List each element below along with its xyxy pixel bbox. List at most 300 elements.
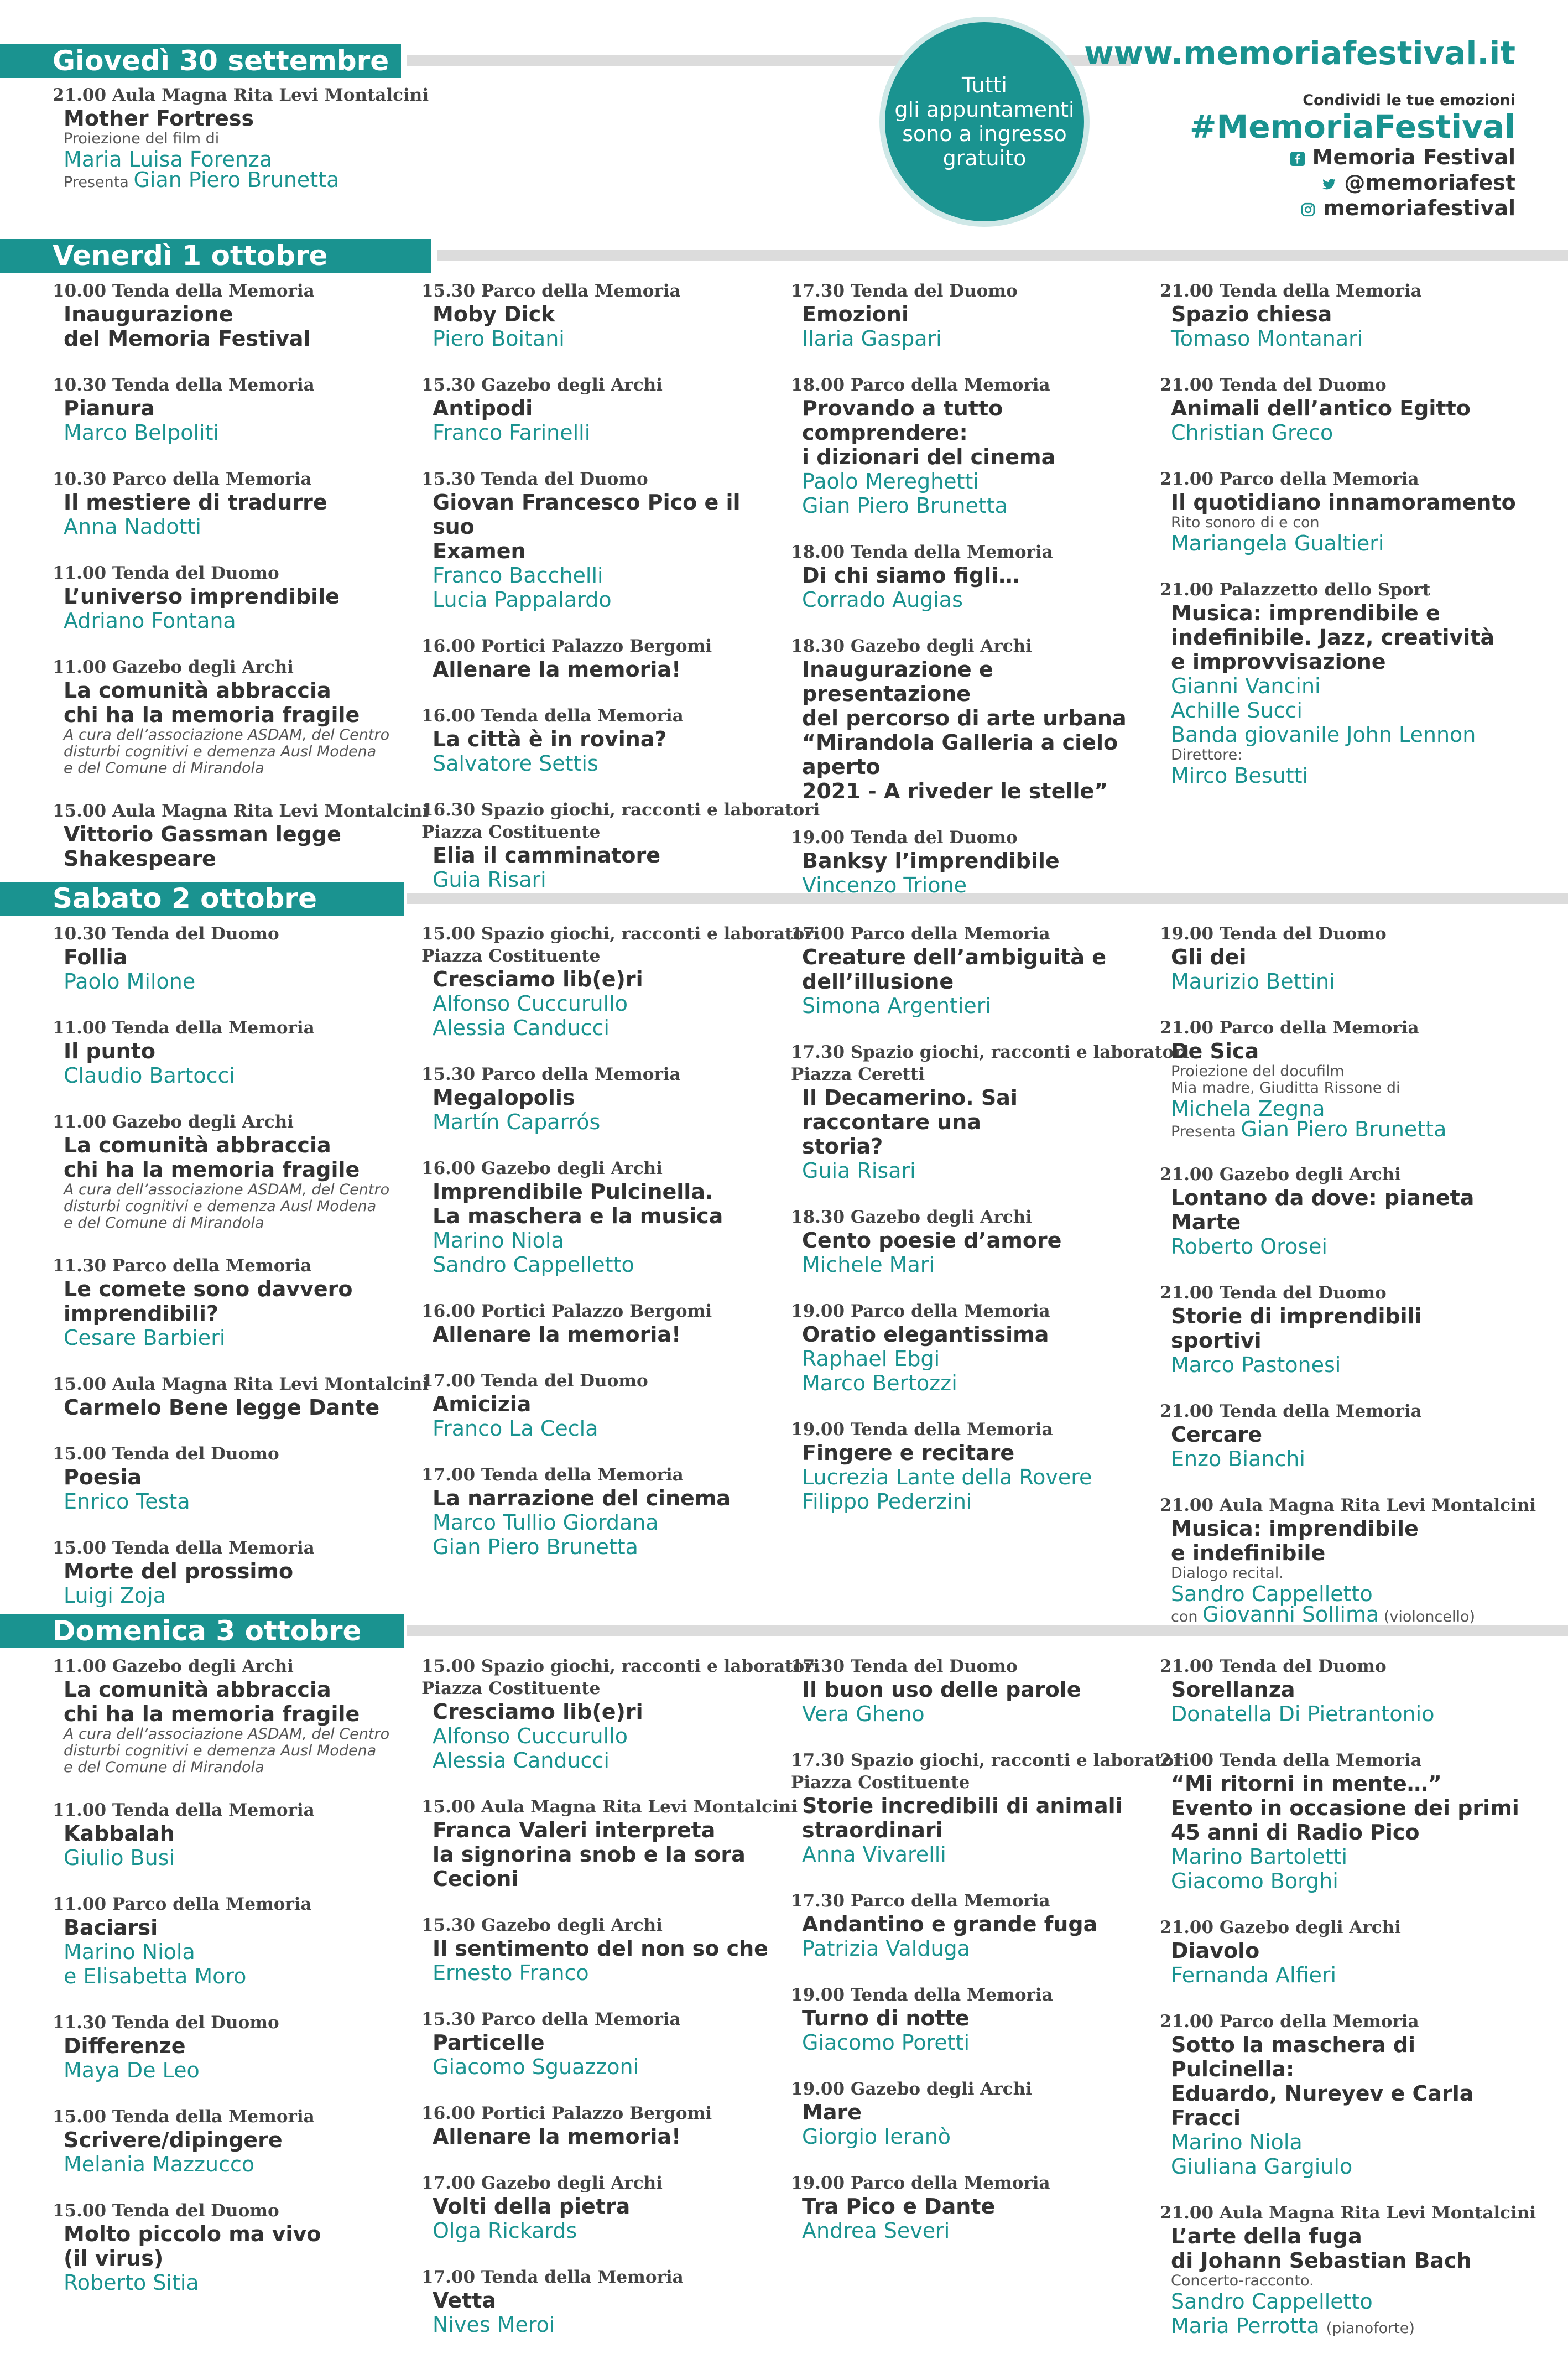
event-note (1160, 747, 1519, 763)
event-time-venue: 19.00 Tenda del Duomo (1160, 924, 1387, 944)
event-time-venue: 15.00 Spazio giochi, racconti e laboratori (421, 1656, 820, 1676)
event-title (53, 1395, 412, 1420)
event-speaker-text: e Elisabetta Moro (64, 1964, 247, 1988)
event-entry (791, 374, 1150, 518)
event-speaker (53, 609, 412, 633)
twitter-icon (1322, 177, 1336, 191)
event-title-text: Di chi siamo figli… (802, 563, 1020, 588)
schedule-col (53, 280, 429, 894)
event-title (791, 2194, 1150, 2218)
event-title-text: Franca Valeri interpreta (433, 1818, 716, 1842)
event-speaker-text: Enrico Testa (64, 1489, 190, 1514)
event-speaker-text: Roberto Orosei (1171, 1234, 1327, 1259)
event-speaker-text: Ernesto Franco (433, 1961, 589, 1985)
event-speaker (421, 1724, 781, 1748)
instagram-icon (1301, 202, 1315, 217)
event-time-venue: 19.00 Parco della Memoria (791, 1301, 1050, 1321)
event-title-text: Scrivere/dipingere (64, 2128, 283, 2152)
event-title-text: Animali dell’antico Egitto (1171, 396, 1471, 420)
event-entry (1160, 374, 1519, 445)
event-time-venue: 11.00 Gazebo degli Archi (53, 657, 294, 677)
event-speaker-text: Maurizio Bettini (1171, 969, 1335, 994)
event-title-text: indefinibile. Jazz, creatività (1171, 625, 1495, 650)
schedule-col (1160, 923, 1536, 1649)
event-title (53, 1677, 412, 1702)
event-title-text: storia? (802, 1134, 883, 1158)
event-note (1160, 1080, 1519, 1097)
event-entry (1160, 1494, 1536, 1627)
event-entry (1160, 2010, 1519, 2179)
event-time-venue: 21.00 Aula Magna Rita Levi Montalcini (1160, 1495, 1536, 1515)
event-speaker-text: Enzo Bianchi (1171, 1447, 1305, 1471)
event-speaker: Gian Piero Brunetta (133, 168, 340, 192)
event-speaker (421, 867, 781, 892)
website-link[interactable]: www.memoriafestival.it (1084, 34, 1515, 72)
event-entry (791, 2078, 1150, 2149)
event-speaker-text: Michela Zegna (1171, 1097, 1325, 1121)
event-title (421, 1180, 781, 1204)
event-entry (791, 1419, 1150, 1514)
free-entry-badge (885, 22, 1084, 221)
event-speaker-text: Giulio Busi (64, 1846, 175, 1870)
event-entry (53, 374, 412, 445)
event-time-venue: 15.00 Tenda della Memoria (53, 2107, 315, 2127)
event-speaker (1160, 969, 1519, 994)
event-time-venue: 16.00 Portici Palazzo Bergomi (421, 2103, 712, 2123)
event-entry (53, 562, 412, 633)
event-entry (791, 2172, 1150, 2243)
event-entry (53, 468, 412, 539)
event-location: Piazza Ceretti (791, 1064, 925, 1084)
event-title-text: Poesia (64, 1465, 142, 1489)
event-entry (791, 1041, 1190, 1183)
event-speaker-text: Giacomo Sguazzoni (433, 2055, 639, 2079)
festival-info (1084, 34, 1515, 221)
event-note-text: Direttore: (1171, 746, 1243, 763)
event-title (791, 657, 1150, 706)
event-title-text: L’arte della fuga (1171, 2224, 1362, 2248)
event-title (791, 563, 1150, 588)
event-entry (1160, 1916, 1519, 1987)
event-speaker (791, 2124, 1150, 2149)
event-title (1160, 1771, 1519, 1796)
event-speaker (53, 420, 412, 445)
event-entry (1160, 468, 1519, 555)
event-title-text: Allenare la memoria! (433, 2124, 681, 2149)
event-speaker-text: Banda giovanile John Lennon (1171, 723, 1476, 747)
event-time-venue: 10.30 Parco della Memoria (53, 469, 312, 489)
event-note (1160, 1602, 1519, 1627)
event-speaker-text: Michele Mari (802, 1253, 935, 1277)
event-title-text: La comunità abbraccia (64, 678, 331, 703)
event-entry (421, 923, 820, 1040)
header-rule (437, 250, 1568, 261)
event-note (53, 1198, 412, 1215)
event-title-text: Pianura (64, 396, 155, 420)
event-entry (53, 1373, 429, 1420)
event-title-text: Il sentimento del non so che (433, 1936, 768, 1961)
event-time-venue: 21.00 Tenda del Duomo (1160, 375, 1387, 395)
event-title-text: Cento poesie d’amore (802, 1228, 1062, 1253)
event-title (53, 1039, 412, 1063)
event-title (791, 1322, 1150, 1347)
event-entry (421, 2102, 781, 2149)
event-title (53, 326, 412, 351)
event-title (53, 2246, 412, 2271)
event-speaker-text: Roberto Sitia (64, 2271, 199, 2295)
event-speaker-text: Sandro Cappelletto (1171, 1582, 1373, 1606)
event-time-venue: 21.00 Gazebo degli Archi (1160, 1918, 1401, 1937)
event-entry (421, 1464, 781, 1559)
event-title-text: De Sica (1171, 1039, 1259, 1063)
event-title-text: Vittorio Gassman legge (64, 822, 341, 846)
event-title-text: Banksy l’imprendibile (802, 849, 1060, 873)
event-note-text: disturbi cognitivi e demenza Ausl Modena (64, 1198, 377, 1215)
event-title (421, 1842, 781, 1867)
event-speaker (791, 1842, 1150, 1867)
event-title (53, 396, 412, 420)
event-entry (421, 705, 781, 776)
event-speaker: Gian Piero Brunetta (1241, 1117, 1447, 1141)
event-title (1160, 650, 1519, 674)
event-entry (53, 1111, 412, 1232)
event-title-text: Inaugurazione e presentazione (802, 657, 993, 706)
event-note (53, 1726, 412, 1743)
event-entry (1160, 1282, 1519, 1377)
event-title-text: La comunità abbraccia (64, 1677, 331, 1702)
event-time-venue: 16.00 Portici Palazzo Bergomi (421, 1301, 712, 1321)
event-speaker (53, 2058, 412, 2082)
event-time-venue: 17.00 Parco della Memoria (791, 924, 1050, 944)
schedule-col (421, 923, 820, 1582)
event-speaker-text: Maria Luisa Forenza (64, 147, 273, 172)
event-title-text: Imprendibile Pulcinella. (433, 1180, 713, 1204)
event-time-venue: 11.00 Gazebo degli Archi (53, 1656, 294, 1676)
event-title (791, 779, 1150, 803)
event-note-text: A cura dell’associazione ASDAM, del Centro (64, 1181, 390, 1198)
event-time-venue: 21.00 Gazebo degli Archi (1160, 1165, 1401, 1184)
event-note-text: Presenta (1171, 1123, 1236, 1140)
schedule-col (421, 1655, 820, 2360)
event-title-text: Shakespeare (64, 846, 216, 871)
event-title-text: Moby Dick (433, 302, 555, 326)
event-title-text: Allenare la memoria! (433, 657, 681, 682)
event-speaker-text: Franco Bacchelli (433, 563, 603, 588)
event-title-text: chi ha la memoria fragile (64, 703, 360, 727)
event-title (53, 945, 412, 969)
event-time-venue: 21.00 Parco della Memoria (1160, 469, 1419, 489)
event-title-text: Turno di notte (802, 2006, 970, 2030)
event-speaker (791, 873, 1150, 897)
instagram-label: memoriafestival (1322, 196, 1515, 220)
event-speaker-text: Alfonso Cuccurullo (433, 991, 628, 1016)
event-title-text: “Mirandola Galleria a cielo aperto (802, 730, 1118, 779)
event-time-venue: 21.00 Aula Magna Rita Levi Montalcini (53, 85, 429, 105)
event-speaker-text: Andrea Severi (802, 2218, 950, 2243)
event-note (53, 1182, 412, 1198)
event-note (53, 760, 412, 777)
event-speaker (791, 1465, 1150, 1489)
event-entry (53, 1799, 412, 1870)
event-title (791, 2006, 1150, 2030)
event-entry (421, 1914, 781, 1985)
event-speaker (1160, 2154, 1519, 2179)
event-title-text: Follia (64, 945, 128, 969)
event-entry (53, 280, 412, 351)
event-title (53, 1559, 412, 1583)
event-time-venue: 16.00 Gazebo degli Archi (421, 1158, 663, 1178)
event-title (421, 302, 781, 326)
event-entry (53, 2106, 412, 2176)
event-title (791, 1912, 1150, 1936)
event-speaker-text: Vera Gheno (802, 1702, 925, 1726)
event-speaker (53, 1964, 412, 1988)
event-speaker (53, 2152, 412, 2176)
free-entry-line: sono a ingresso (902, 122, 1067, 146)
event-title (1160, 1820, 1519, 1845)
event-speaker-text: Marino Bartoletti (1171, 1845, 1348, 1869)
event-title-text: i dizionari del cinema (802, 445, 1056, 469)
event-speaker (791, 1489, 1150, 1514)
event-entry (1160, 1400, 1519, 1471)
event-title-text: dell’illusione (802, 969, 954, 994)
event-title (791, 1818, 1150, 1842)
event-title (53, 2128, 412, 2152)
event-entry (53, 2012, 412, 2082)
event-entry (53, 1537, 412, 1608)
event-time-venue: 21.00 Tenda della Memoria (1160, 1750, 1422, 1770)
event-entry (53, 1017, 412, 1088)
event-title-text: e improvvisazione (1171, 650, 1386, 674)
event-title-text: Sorellanza (1171, 1677, 1295, 1702)
event-title-text: Gli dei (1171, 945, 1247, 969)
event-title (53, 1915, 412, 1940)
event-speaker-text: Marino Niola (64, 1940, 195, 1964)
event-speaker-text: Filippo Pederzini (802, 1489, 972, 1514)
event-title-text: Cecioni (433, 1867, 519, 1891)
event-title (53, 2222, 412, 2246)
event-title (53, 1157, 412, 1182)
event-time-venue: 15.00 Aula Magna Rita Levi Montalcini (421, 1797, 798, 1817)
event-note (1160, 1565, 1519, 1582)
event-title (421, 2194, 781, 2218)
social-twitter[interactable] (1084, 170, 1515, 195)
event-entry (791, 1655, 1150, 1726)
event-entry (421, 2172, 781, 2243)
event-speaker (1160, 2130, 1519, 2154)
event-title-text: Megalopolis (433, 1085, 575, 1110)
event-entry (791, 1206, 1150, 1277)
event-title-text: Creature dell’ambiguità e (802, 945, 1107, 969)
share-label: Condividi le tue emozioni (1303, 92, 1515, 109)
event-time-venue: 21.00 Aula Magna Rita Levi Montalcini (1160, 2203, 1536, 2223)
event-speaker (791, 588, 1150, 612)
event-speaker (791, 493, 1150, 518)
event-entry (421, 280, 781, 351)
event-speaker-text: Achille Succi (1171, 698, 1303, 723)
event-note-text: A cura dell’associazione ASDAM, del Centro (64, 1726, 390, 1743)
event-title (791, 396, 1150, 445)
event-title-text: L’universo imprendibile (64, 584, 340, 609)
event-title-text: Fingere e recitare (802, 1441, 1015, 1465)
event-speaker (1160, 1234, 1519, 1259)
event-time-venue: 18.00 Parco della Memoria (791, 375, 1050, 395)
event-title-text: Amicizia (433, 1392, 532, 1416)
event-speaker-text: Marco Bertozzi (802, 1371, 957, 1395)
event-entry (53, 1255, 412, 1350)
event-speaker (421, 2218, 781, 2243)
event-speaker-text: Giacomo Poretti (802, 2030, 970, 2055)
event-title-text: Elia il camminatore (433, 843, 661, 867)
event-title (421, 1204, 781, 1228)
event-speaker-text: Giorgio Ieranò (802, 2124, 951, 2149)
event-speaker (421, 588, 781, 612)
event-note (1160, 1063, 1519, 1080)
event-speaker (791, 2030, 1150, 2055)
event-speaker (1160, 1353, 1519, 1377)
event-title (53, 678, 412, 703)
event-entry (791, 827, 1150, 897)
event-title (791, 945, 1150, 969)
event-note (1160, 1117, 1519, 1141)
event-title-text: Molto piccolo ma vivo (64, 2222, 321, 2246)
event-speaker (791, 326, 1150, 351)
event-title (791, 2100, 1150, 2124)
event-time-venue: 21.00 Tenda della Memoria (1160, 1401, 1422, 1421)
event-speaker-text: Salvatore Settis (433, 751, 598, 776)
event-title-text: Storie di imprendibili sportivi (1171, 1304, 1422, 1353)
event-title (421, 490, 781, 539)
event-time-venue: 17.00 Tenda della Memoria (421, 2267, 684, 2287)
event-title-text: del Memoria Festival (64, 326, 311, 351)
event-note (53, 1743, 412, 1759)
event-title (1160, 1516, 1519, 1541)
event-speaker (791, 2218, 1150, 2243)
event-title (53, 490, 412, 515)
event-title-text: Sotto la maschera di Pulcinella: (1171, 2033, 1416, 2081)
event-speaker: Giovanni Sollima (1202, 1602, 1379, 1627)
event-title (53, 106, 412, 131)
event-speaker-text: Gian Piero Brunetta (433, 1535, 638, 1559)
event-title-text: “Mi ritorni in mente…” (1171, 1771, 1442, 1796)
event-title (791, 1228, 1150, 1253)
event-speaker-text: Mariangela Gualtieri (1171, 531, 1384, 555)
event-note (53, 727, 412, 744)
event-entry (1160, 1749, 1519, 1893)
event-entry (421, 799, 820, 892)
event-entry (421, 1157, 781, 1277)
event-speaker-text: Adriano Fontana (64, 609, 236, 633)
event-title-text: 2021 - A riveder le stelle” (802, 779, 1108, 803)
event-title (53, 1133, 412, 1157)
schedule-col (791, 1655, 1190, 2266)
event-location: Piazza Costituente (421, 946, 601, 966)
event-time-venue: 17.00 Gazebo degli Archi (421, 2173, 663, 2193)
event-speaker-text: Sandro Cappelletto (1171, 2289, 1373, 2314)
event-title-text: di Johann Sebastian Bach (1171, 2248, 1472, 2273)
event-title (1160, 1796, 1519, 1820)
event-title-text: Tra Pico e Dante (802, 2194, 996, 2218)
event-time-venue: 17.30 Tenda del Duomo (791, 281, 1018, 301)
event-title-text: e indefinibile (1171, 1541, 1326, 1565)
schedule-col (791, 280, 1150, 921)
event-speaker (791, 469, 1150, 493)
event-speaker-text: Nives Meroi (433, 2313, 555, 2337)
event-time-venue: 15.00 Spazio giochi, racconti e laboratori (421, 924, 820, 944)
event-title (1160, 1186, 1519, 1234)
event-speaker (421, 1228, 781, 1253)
event-time-venue: 15.00 Tenda del Duomo (53, 2201, 279, 2221)
event-title-text: Il quotidiano innamoramento (1171, 490, 1516, 515)
event-time-venue: 19.00 Tenda della Memoria (791, 1985, 1053, 2005)
event-speaker (421, 1961, 781, 1985)
event-entry (791, 1890, 1150, 1961)
event-title (421, 2124, 781, 2149)
event-note-text: con (1171, 1608, 1198, 1625)
event-speaker (421, 1748, 781, 1773)
event-speaker-text: Raphael Ebgi (802, 1347, 940, 1371)
event-title-text: Oratio elegantissima (802, 1322, 1049, 1347)
event-time-venue: 11.00 Parco della Memoria (53, 1894, 312, 1914)
event-time-venue: 21.00 Tenda della Memoria (1160, 281, 1422, 301)
event-note (53, 168, 412, 192)
event-title (53, 846, 412, 871)
event-speaker (421, 751, 781, 776)
event-entry (421, 635, 781, 682)
event-title (1160, 1939, 1519, 1963)
event-entry (791, 541, 1150, 612)
event-time-venue: 15.00 Aula Magna Rita Levi Montalcini (53, 1374, 429, 1394)
event-note (1160, 2273, 1519, 2289)
event-title (421, 727, 781, 751)
event-title (53, 822, 412, 846)
event-title-text: Il mestiere di tradurre (64, 490, 327, 515)
event-title-text: Kabbalah (64, 1821, 175, 1846)
event-title-text: Giovan Francesco Pico e il suo (433, 490, 741, 539)
social-instagram[interactable] (1084, 195, 1515, 221)
event-speaker (421, 1016, 781, 1040)
event-note-text: e del Comune di Mirandola (64, 1214, 264, 1232)
event-entry (791, 280, 1150, 351)
event-entry (791, 923, 1150, 1018)
event-note-text: e del Comune di Mirandola (64, 1759, 264, 1776)
event-speaker (791, 994, 1150, 1018)
event-speaker-text: Alfonso Cuccurullo (433, 1724, 628, 1748)
event-title-text: Evento in occasione dei primi (1171, 1796, 1519, 1820)
free-entry-line: gli appuntamenti (894, 97, 1075, 122)
event-time-venue: 15.30 Tenda del Duomo (421, 469, 648, 489)
event-title (791, 302, 1150, 326)
event-note-text: Proiezione del docufilm (1171, 1063, 1345, 1080)
event-time-venue: 11.30 Tenda del Duomo (53, 2013, 279, 2033)
event-time-venue: 11.00 Gazebo degli Archi (53, 1112, 294, 1132)
instrument-note: (pianoforte) (1326, 2320, 1415, 2337)
event-time-venue: 15.30 Gazebo degli Archi (421, 375, 663, 395)
event-speaker (421, 1253, 781, 1277)
event-time-venue: 19.00 Gazebo degli Archi (791, 2079, 1032, 2099)
event-speaker (53, 1063, 412, 1088)
schedule-col (53, 1655, 412, 2318)
event-note-text: disturbi cognitivi e demenza Ausl Modena (64, 1742, 377, 1759)
event-title-text: Le comete sono davvero (64, 1277, 353, 1301)
event-speaker (53, 515, 412, 539)
event-note (53, 1215, 412, 1232)
event-note (53, 744, 412, 760)
event-entry (421, 374, 781, 445)
event-time-venue: 18.30 Gazebo degli Archi (791, 1207, 1032, 1227)
social-facebook[interactable] (1084, 144, 1515, 170)
event-entry (1160, 923, 1519, 994)
